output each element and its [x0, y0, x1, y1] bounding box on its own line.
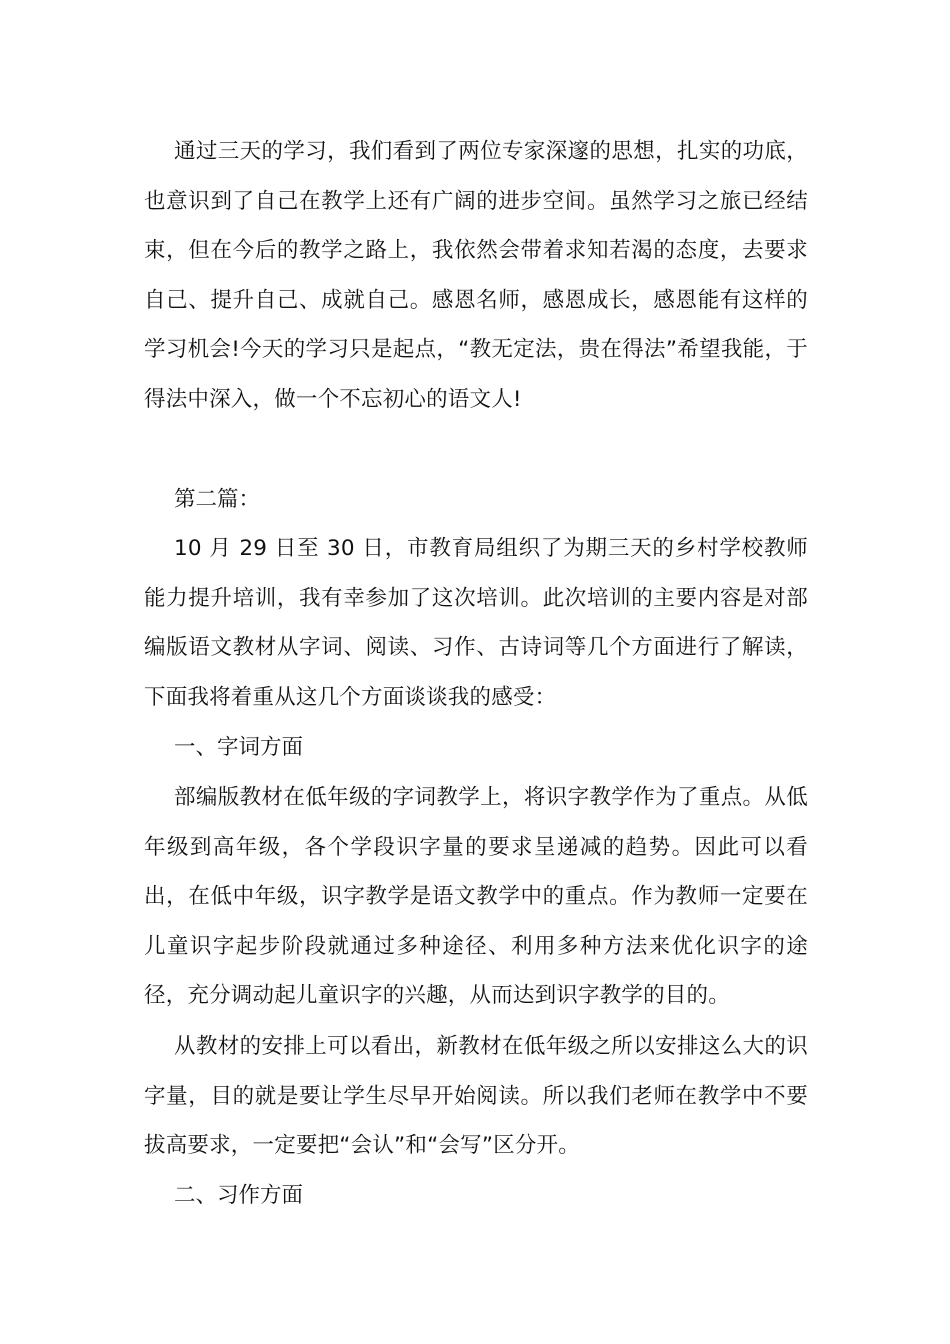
paragraph-literacy-focus: 部编版教材在低年级的字词教学上，将识字教学作为了重点。从低年级到高年级，各个学段识字量的要求呈递减的趋势。因此可以看出，在低中年级，识字教学是语文教学中的重点。作为教师一定要在儿童识字起步阶段就通过多种途径、利用多种方法来优化识字的途径，充分调动起儿童识字的兴趣，从而达到识字教学的目的。	[144, 785, 808, 1009]
subheading-words: 一、字词方面	[174, 735, 304, 760]
paragraph-reflection: 通过三天的学习，我们看到了两位专家深邃的思想，扎实的功底，也意识到了自己在教学上还有广阔的进步空间。虽然学习之旅已经结束，但在今后的教学之路上，我依然会带着求知若渴的态度，去要求自己、提升自己、成就自己。感恩名师，感恩成长，感恩能有这样的学习机会!今天的学习只是起点，“教无定法，贵在得法”希望我能，于得法中深入，做一个不忘初心的语文人!	[144, 139, 808, 412]
subheading-writing: 二、习作方面	[174, 1183, 304, 1208]
section-title-part-two: 第二篇：	[174, 487, 261, 512]
paragraph-literacy-volume: 从教材的安排上可以看出，新教材在低年级之所以安排这么大的识字量，目的就是要让学生尽早开始阅读。所以我们老师在教学中不要拔高要求，一定要把“会认”和“会写”区分开。	[144, 1034, 808, 1159]
paragraph-training-intro: 10 月 29 日至 30 日，市教育局组织了为期三天的乡村学校教师能力提升培训，我有幸参加了这次培训。此次培训的主要内容是对部编版语文教材从字词、阅读、习作、古诗词等几个方面进行了解读，下面我将着重从这几个方面谈谈我的感受：	[144, 536, 808, 710]
